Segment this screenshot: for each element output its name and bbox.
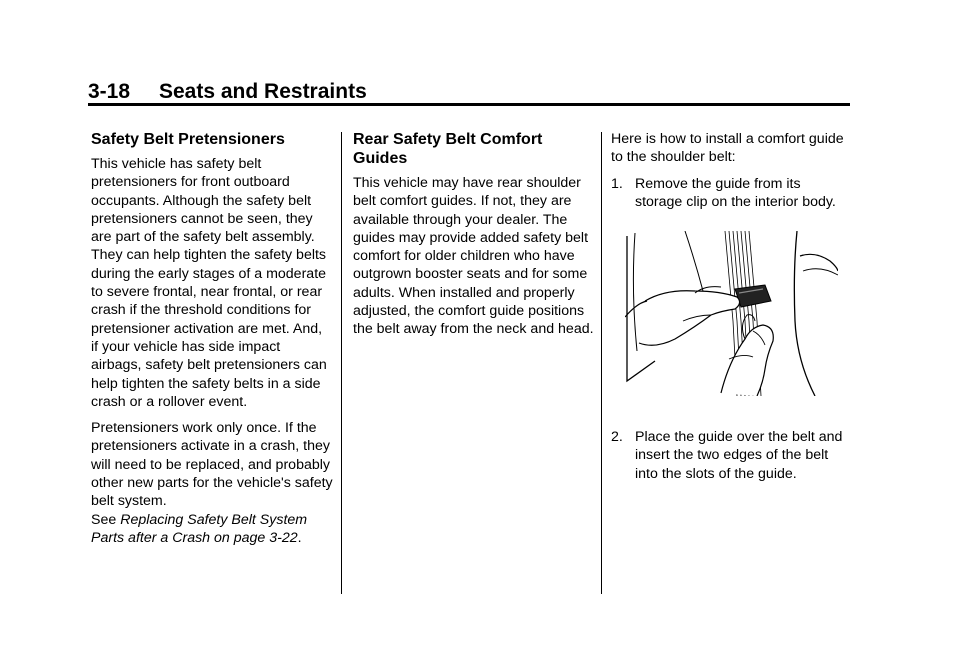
pretensioners-text: Pretensioners work only once. If the pretensioners activate in a crash, they will need to be replaced, and probably other new parts for the vehicle's safety belt system. — [91, 420, 333, 510]
paragraph-pretensioners-2 — [91, 419, 333, 547]
paragraph-comfort-guides: This vehicle may have rear shoulder belt comfort guides. If not, they are available through your dealer. The guides may provide added safety belt comfort for older children who have outgrown booster seats and for some adults. When installed and properly adjusted, the comfort guide positions the belt away from the neck and head. — [353, 175, 594, 338]
step-1-text: Remove the guide from its storage clip on the interior body. — [635, 175, 836, 210]
column-pretensioners — [91, 130, 333, 555]
step-2-text: Place the guide over the belt and insert the two edges of the belt into the slots of the guide. — [635, 429, 843, 482]
page-number: 3-18 — [88, 80, 131, 103]
heading-pretensioners: Safety Belt Pretensioners — [91, 131, 285, 148]
comfort-guide-illustration — [625, 231, 838, 396]
cross-reference-link[interactable]: Replacing Safety Belt System Parts after a Crash on page 3-22 — [91, 511, 308, 546]
see-word: See — [91, 511, 117, 528]
step-2 — [611, 428, 851, 483]
column-install-steps — [611, 130, 851, 211]
xref-period: . — [297, 529, 302, 546]
section-title: Seats and Restraints — [159, 80, 367, 103]
heading-comfort-guides: Rear Safety Belt Comfort Guides — [353, 131, 543, 167]
step-2-number: 2. — [611, 429, 623, 445]
step-2-block — [611, 428, 851, 483]
column-comfort-guides — [353, 130, 597, 347]
header-rule — [88, 103, 850, 106]
step-1 — [611, 175, 851, 212]
paragraph-pretensioners-1: This vehicle has safety belt pretensioners for front outboard occupants. Although the safety belt pretensioners cannot be seen, they are part of the safety belt assembly. They can help tighten the safety belts during the early stages of a moderate to severe frontal, near frontal, or rear crash if the threshold conditions for pretensioner activation are met. And, if your vehicle has side impact airbags, safety belt pretensioners can help tighten the safety belts in a side crash or a rollover event. — [91, 156, 327, 410]
column-divider-2 — [601, 132, 602, 594]
install-intro: Here is how to install a comfort guide to the shoulder belt: — [611, 131, 844, 166]
step-1-number: 1. — [611, 175, 623, 192]
column-divider-1 — [341, 132, 342, 594]
page-header — [88, 80, 850, 104]
